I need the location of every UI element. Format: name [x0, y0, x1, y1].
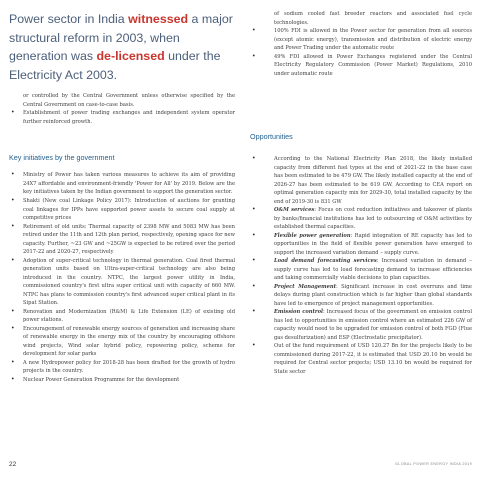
key-initiatives-list — [9, 171, 235, 384]
opportunity-item — [250, 342, 472, 376]
initiative-item: • Adoption of super-critical technology in thermal generation. Coal fired thermal generation units based on Ultra-super-critical technology are also being introduced in the country. NTPC, the largest power utility in India, commissioned country's first ultra super critical unit with capacity of 660 MW. NTPC has plans to commission country's first advanced super critical plant in its Sipat Station. — [9, 257, 235, 308]
intro-bullet: • Establishment of power trading exchanges and independent system operator further reinforced growth. — [9, 109, 235, 126]
initiative-item: • Nuclear Power Generation Programme for the development — [9, 376, 235, 385]
opportunity-item — [250, 155, 472, 206]
opportunity-label: Emission control — [274, 309, 324, 315]
headline — [9, 10, 235, 84]
opportunity-text: According to the National Electricity Plan 2018, the likely installed capacity from different fuel types at the end of 2021-22 in the base case has been estimated to be 479 GW. The likely installed capacity at the end of 2026-27 has been estimated to be 619 GW. According to CEA report on optimal generation capacity mix for 2029-30, total installed capacity by the end of 2019-30 is 831 GW — [274, 156, 472, 205]
opportunity-item — [250, 283, 472, 309]
opportunity-item — [250, 206, 472, 232]
opportunity-label: Project Management — [274, 283, 336, 290]
headline-highlight-witnessed: witnessed — [128, 12, 189, 26]
opportunity-label: O&M services — [274, 207, 315, 213]
opportunity-text: : Rapid integration of RE capacity has led to opportunities in the field of flexible power generation have emerged to support the increased variation demand – supply curve. — [274, 232, 473, 256]
initiative-item: • A new Hydropower policy for 2018-28 has been drafted for the growth of hydro projects in the country. — [9, 359, 235, 376]
opportunities-list — [250, 155, 472, 376]
opportunity-text: : Increased variation in demand – supply curve has led to load forecasting demand to increase efficiencies and taking commercially viable decisions to plan capacities. — [274, 258, 473, 281]
left-intro — [9, 92, 235, 126]
opportunities-heading: Opportunities — [250, 132, 293, 141]
headline-highlight-delicensed: de-licensed — [96, 49, 165, 63]
initiative-item: • Retirement of old units: Thermal capacity of 2398 MW and 5083 MW has been retired under the 11th and 12th plan period, respectively, opening space for new capacity. Further, ~23 GW and ~25GW is expected to be retired over the period 2017-22 and 2020-27, respectively — [9, 223, 235, 257]
opportunity-text: : Focus on cost reduction initiatives and takeover of plants by banks/financial institutions has led to outsourcing of O&M activities by established thermal capacities. — [274, 207, 472, 230]
fdi-item: • 49% FDI allowed in Power Exchanges registered under the Central Electricity Regulatory Commission (Power Market) Regulations, 2010 under automatic route — [250, 53, 472, 79]
running-title: GLOBAL POWER ENERGY INDIA 2019 — [395, 462, 472, 466]
opportunity-item — [250, 232, 472, 258]
opportunity-label: Load demand forecasting services — [274, 258, 377, 264]
fdi-item: • 100% FDI is allowed in the Power sector for generation from all sources (except atomic energy), transmission and distribution of electric energy and Power Trading under the automatic route — [250, 27, 472, 53]
initiative-item: • Ministry of Power has taken various measures to achieve its aim of providing 24X7 affordable and environment-friendly 'Power for All' by 2019. Below are the key initiatives taken by the Indian government to support the generation sector. — [9, 171, 235, 197]
opportunity-item — [250, 308, 472, 342]
opportunity-label: Flexible power generation — [274, 232, 351, 239]
opportunity-text: : Increased focus of the government on emission control has led to opportunities in emission control where an estimated 226 GW of capacity would need to be upgraded for emission control of both FGD (Flue gas desulfurization) and ESP (Electrostatic precipitator). — [274, 309, 472, 341]
key-initiatives-heading: Key initiatives by the government — [9, 153, 115, 162]
opportunity-text: Out of the fund requirement of USD 120.27 Bn for the projects likely to be commissioned during 2017-22, it is estimated that USD 20.10 bn would be required for Central sector projects; USD 13.10 bn would be required for State sector — [274, 343, 472, 375]
opportunity-text: : Significant increase in cost overruns and time delays during plant construction which is far higher than global standards have led to emergence of project management opportunities. — [274, 283, 472, 307]
headline-part2: a major structural reform in 2003, when generation was — [9, 12, 233, 63]
intro-paragraph: or controlled by the Central Government unless otherwise specified by the Central Government on case-to-case basis. — [23, 93, 235, 108]
initiative-item: • Encouragement of renewable energy sources of generation and increasing share of renewable energy in the energy mix of the country by encouraging offshore wind projects, Wind solar hybrid policy, repowering policy, scheme for development for solar parks — [9, 325, 235, 359]
headline-part1: Power sector in India — [9, 12, 129, 26]
right-top — [250, 10, 472, 78]
headline-part3: under the Electricity Act 2003. — [9, 49, 221, 82]
initiative-item: • Renovation and Modernization (R&M) & Life Extension (LE) of existing old power stations. — [9, 308, 235, 325]
opportunity-item — [250, 257, 472, 283]
initiative-item: • Shakti (New coal Linkage Policy 2017): Introduction of auctions for granting coal linkages for IPPs have supported power assets to secure coal supply at competitive prices — [9, 197, 235, 223]
page-number: 22 — [9, 461, 17, 468]
right-continuation: of sodium cooled fast breeder reactors and associated fuel cycle technologies. — [274, 11, 472, 26]
